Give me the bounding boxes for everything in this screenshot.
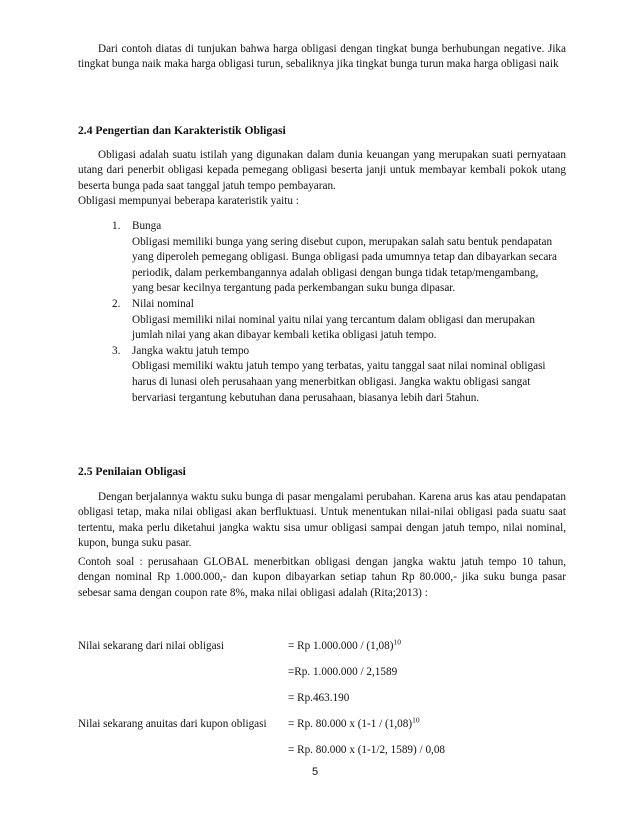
section-2-5-heading: 2.5 Penilaian Obligasi: [78, 465, 186, 478]
characteristics-list: [112, 219, 560, 406]
list-item-title: Bunga: [132, 220, 162, 232]
calc-line-5: = Rp. 80.000 x (1-1/2, 1589) / 0,08: [288, 744, 446, 756]
intro-paragraph: Dari contoh diatas di tunjukan bahwa harga obligasi dengan tingkat bunga berhubungan negative. Jika tingkat bunga naik maka harga obligasi turun, sebaliknya jika tingkat bunga turun maka harga obligasi naik: [78, 43, 566, 71]
section-2-4-definition: Obligasi adalah suatu istilah yang digunakan dalam dunia keuangan yang merupakan suati pernyataan utang dari penerbit obligasi kepada pemegang obligasi beserta janji untuk membayar kembali pokok utang beserta bunga pada saat tanggal jatuh tempo pembayaran.: [78, 149, 566, 192]
list-item-text: Obligasi memiliki bunga yang sering disebut cupon, merupakan salah satu bentuk pendapatan yang diperoleh pemegang obligasi. Bunga obligasi pada umumnya tetap dan dibayarkan secara periodik, dalam perkembangannya adalah obligasi dengan bunga tidak tetap/mengambang, yang besar kecilnya tergantung pada perkembangan suku bunga dipasar.: [132, 235, 557, 295]
calc-line-3: = Rp.463.190: [288, 692, 350, 704]
list-item: [112, 297, 560, 344]
page-number: 5: [312, 766, 319, 778]
calc-line-4: = Rp. 80.000 x ($1-1 / (1,08)^{10}$: [288, 715, 420, 730]
list-item: [112, 344, 560, 406]
calc-line-1: = Rp $1.000.000 / (1,08)^{10}$: [288, 637, 401, 652]
list-item-number: 1.: [112, 220, 121, 232]
example-problem: Contoh soal : perusahaan GLOBAL menerbitkan obligasi dengan jangka waktu jatuh tempo 10 tahun, dengan nominal Rp 1.000.000,- dan kupon dibayarkan setiap tahun Rp 80.000,- jika suku bunga pasar sebesar sama dengan coupon rate 8%, maka nilai obligasi adalah (Rita;2013) :: [78, 556, 566, 599]
list-item-text: Obligasi memiliki nilai nominal yaitu nilai yang tercantum dalam obligasi dan merupakan jumlah nilai yang akan dibayar kembali ketika obligasi jatuh tempo.: [132, 313, 535, 342]
list-item-number: 2.: [112, 297, 121, 310]
list-item-number: 3.: [112, 344, 121, 357]
list-item-text: Obligasi memiliki waktu jatuh tempo yang terbatas, yaitu tanggal saat nilai nominal obligasi harus di lunasi oleh perusahaan yang menerbitkan obligasi. Jangka waktu obligasi sangat bervariasi tergantung kebutuhan dana perusahaan, biasanya lebih dari 5tahun.: [132, 360, 546, 404]
list-item-title: Jangka waktu jatuh tempo: [132, 344, 250, 357]
list-item-title: Nilai nominal: [132, 297, 194, 310]
calc-label-bond-value: Nilai sekarang dari nilai obligasi: [78, 640, 225, 652]
calc-line-2: =Rp. 1.000.000 / 2,1589: [288, 666, 398, 678]
list-item: [112, 219, 560, 297]
section-2-4-heading: 2.4 Pengertian dan Karakteristik Obligasi: [78, 124, 286, 137]
characteristics-intro: Obligasi mempunyai beberapa karateristik yaitu :: [78, 195, 299, 207]
section-2-5-paragraph: Dengan berjalannya waktu suku bunga di pasar mengalami perubahan. Karena arus kas atau pendapatan obligasi tetap, maka nilai obligasi akan berfluktuasi. Untuk menentukan nilai-nilai obligasi pada suatu saat tertentu, maka perlu diketahui jangka waktu sisa umur obligasi sampai dengan jatuh tempo, nilai nominal, kupon, bunga suku pasar.: [78, 491, 566, 550]
calc-label-annuity-value: Nilai sekarang anuitas dari kupon obligasi: [78, 718, 267, 730]
